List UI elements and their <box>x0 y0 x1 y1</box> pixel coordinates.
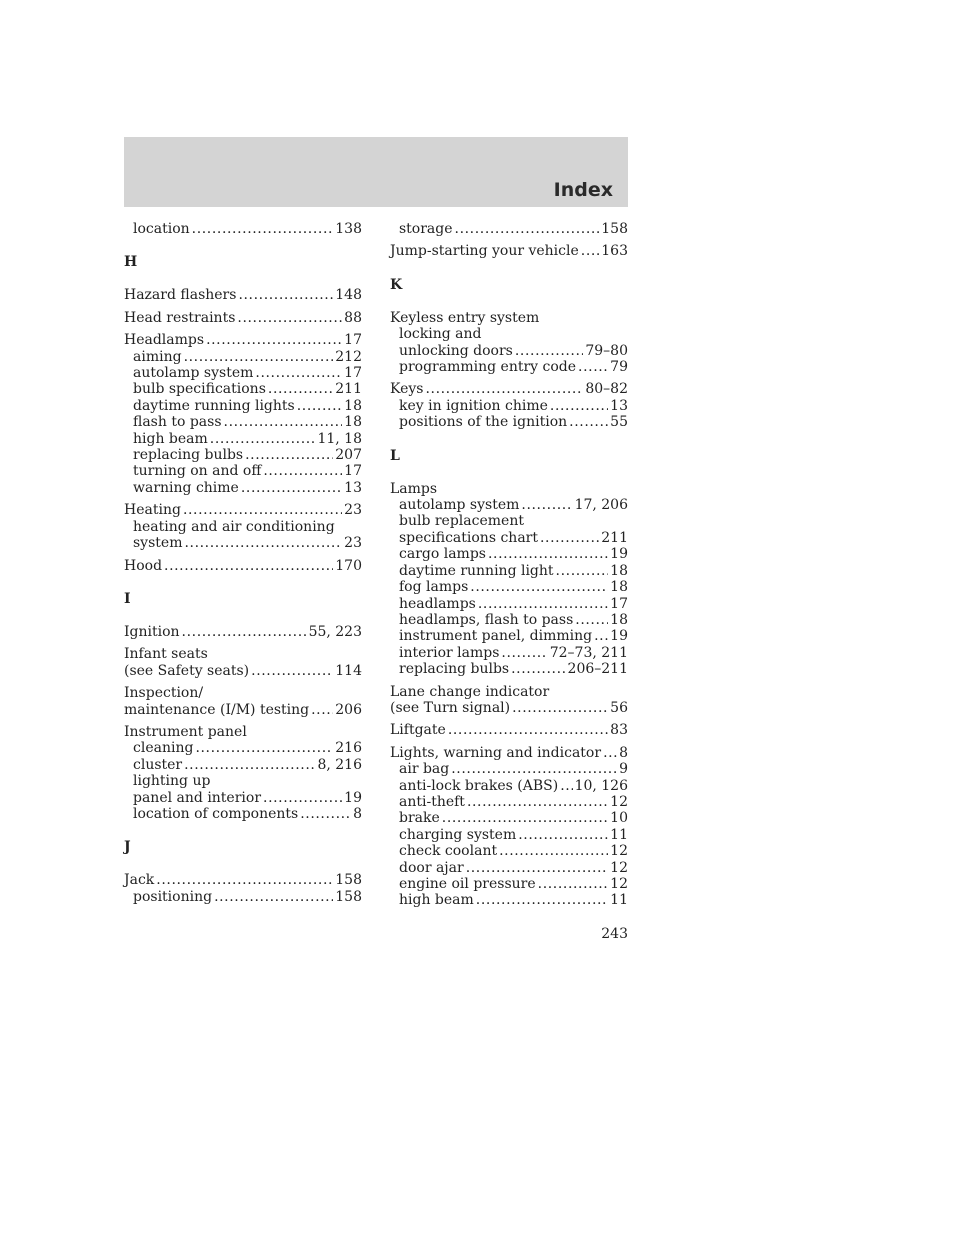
entry-term: location <box>133 221 190 237</box>
entry-term: bulb specifications <box>133 381 266 398</box>
index-subentry <box>390 563 628 579</box>
dot-leader <box>511 661 565 677</box>
entry-term: Jump-starting your vehicle <box>390 243 579 260</box>
index-subentry <box>124 463 362 479</box>
index-subentry <box>390 414 628 430</box>
page-reference: 13 <box>344 479 362 496</box>
dot-leader <box>499 843 608 859</box>
index-subentry <box>124 414 362 430</box>
entry-term: turning on and off <box>133 463 262 480</box>
page-reference: 11 <box>610 826 628 843</box>
index-subentry <box>390 827 628 843</box>
dot-leader <box>214 889 333 905</box>
page-reference: 10 <box>610 810 628 827</box>
page-reference: 80–82 <box>585 381 628 398</box>
page-reference: 206 <box>335 701 362 718</box>
index-entry <box>124 287 362 303</box>
index-subentry <box>124 349 362 365</box>
entry-term: cluster <box>133 756 183 773</box>
page-reference: 19 <box>344 789 362 806</box>
entry-term: cargo lamps <box>399 546 486 563</box>
index-subentry <box>124 398 362 414</box>
dot-leader <box>569 414 608 430</box>
entry-term: bulb replacement <box>399 513 524 530</box>
entry-term: aiming <box>133 348 182 365</box>
dot-leader <box>578 359 608 375</box>
dot-leader <box>581 243 599 259</box>
page-reference: 158 <box>335 872 362 889</box>
entry-term: (see Safety seats) <box>124 662 250 679</box>
page-reference: 18 <box>610 562 628 579</box>
index-column-right <box>390 221 628 909</box>
index-entry <box>124 310 362 326</box>
section-letter: H <box>124 254 138 271</box>
index-subentry <box>390 843 628 859</box>
dot-leader <box>538 876 609 892</box>
dot-leader <box>442 810 608 826</box>
dot-leader <box>192 221 334 237</box>
index-entry <box>124 685 362 701</box>
index-subentry <box>390 221 628 237</box>
dot-leader <box>550 398 608 414</box>
index-subentry <box>390 761 628 777</box>
entry-term: key in ignition chime <box>399 397 548 414</box>
index-subentry <box>390 497 628 513</box>
dot-leader <box>241 480 342 496</box>
page-reference: 163 <box>601 243 628 260</box>
page-reference: 12 <box>610 843 628 860</box>
index-entry <box>124 624 362 640</box>
index-entry <box>390 684 628 700</box>
index-subentry <box>390 645 628 661</box>
index-subentry <box>390 876 628 892</box>
index-subentry <box>390 343 628 359</box>
entry-term: panel and interior <box>133 789 262 806</box>
page-reference: 19 <box>610 546 628 563</box>
dot-leader <box>184 757 315 773</box>
index-entry <box>124 663 362 679</box>
entry-term: unlocking doors <box>399 342 513 359</box>
page-reference: 138 <box>335 221 362 237</box>
page-reference: 56 <box>610 699 628 716</box>
dot-leader <box>184 535 342 551</box>
header-band <box>124 137 628 207</box>
index-subentry <box>390 546 628 562</box>
dot-leader <box>556 563 609 579</box>
index-subentry <box>390 612 628 628</box>
index-entry <box>390 700 628 716</box>
index-entry <box>390 381 628 397</box>
index-subentry <box>390 513 628 529</box>
page-reference: 18 <box>344 397 362 414</box>
index-subentry <box>390 359 628 375</box>
entry-term: storage <box>399 221 453 237</box>
index-subentry <box>124 740 362 756</box>
page-reference: 72–73, 211 <box>549 644 628 661</box>
entry-term: lighting up <box>133 773 211 790</box>
page-reference: 12 <box>610 793 628 810</box>
entry-term: brake <box>399 810 440 827</box>
page-reference: 11 <box>610 892 628 909</box>
section-letter: L <box>390 447 400 464</box>
index-subentry <box>390 530 628 546</box>
entry-term: Keyless entry system <box>390 309 540 326</box>
dot-leader <box>300 806 351 822</box>
index-entry <box>390 481 628 497</box>
index-subentry <box>124 447 362 463</box>
dot-leader <box>448 722 608 738</box>
index-subentry <box>390 778 628 794</box>
entry-term: positioning <box>133 888 213 905</box>
page-reference: 8, 216 <box>317 756 362 773</box>
section-letter: I <box>124 590 131 607</box>
dot-leader <box>268 381 333 397</box>
dot-leader <box>311 702 333 718</box>
entry-term: check coolant <box>399 843 498 860</box>
dot-leader <box>488 546 608 562</box>
dot-leader <box>210 431 316 447</box>
entry-term: cleaning <box>133 740 194 757</box>
page-reference: 8 <box>619 744 628 761</box>
page-reference: 9 <box>619 761 628 778</box>
page-reference: 12 <box>610 876 628 892</box>
index-subentry <box>390 892 628 908</box>
entry-term: locking and <box>399 326 482 343</box>
entry-term: autolamp system <box>133 365 254 382</box>
index-subentry <box>390 579 628 595</box>
entry-term: programming entry code <box>399 359 577 376</box>
index-entry <box>124 724 362 740</box>
page-reference: 18 <box>344 414 362 431</box>
entry-term: headlamps <box>399 595 476 612</box>
index-subentry <box>124 381 362 397</box>
entry-term: Keys <box>390 381 424 398</box>
entry-term: specifications chart <box>399 529 538 546</box>
section-letter: J <box>124 839 131 856</box>
index-entry <box>390 310 628 326</box>
page-reference: 148 <box>335 287 362 304</box>
page-reference: 170 <box>335 557 362 574</box>
dot-leader <box>255 365 342 381</box>
page-reference: 55 <box>610 414 628 431</box>
entry-term: system <box>133 535 183 552</box>
entry-term: Infant seats <box>124 646 208 663</box>
index-entry <box>124 646 362 662</box>
page-reference: 17, 206 <box>574 497 628 514</box>
entry-term: Jack <box>124 872 155 889</box>
page-reference: 19 <box>610 628 628 645</box>
dot-leader <box>575 612 608 628</box>
dot-leader <box>467 794 608 810</box>
index-subentry <box>390 794 628 810</box>
entry-term: high beam <box>399 892 474 909</box>
page-reference: 18 <box>610 579 628 596</box>
dot-leader <box>476 892 608 908</box>
entry-term: (see Turn signal) <box>390 699 511 716</box>
entry-term: high beam <box>133 430 208 447</box>
entry-term: positions of the ignition <box>399 414 568 431</box>
page-reference: 206–211 <box>567 661 628 678</box>
entry-term: Ignition <box>124 623 180 640</box>
page-reference: 158 <box>335 888 362 905</box>
index-entry <box>124 332 362 348</box>
dot-leader <box>603 745 617 761</box>
dot-leader <box>455 221 600 237</box>
index-entry <box>124 872 362 888</box>
page-reference: 79–80 <box>585 342 628 359</box>
dot-leader <box>521 497 572 513</box>
page-reference: 79 <box>610 359 628 376</box>
page-reference: 17 <box>344 463 362 480</box>
dot-leader <box>182 624 307 640</box>
page-reference: 23 <box>344 535 362 552</box>
entry-term: engine oil pressure <box>399 876 536 892</box>
page-reference: 17 <box>610 595 628 612</box>
index-entry <box>390 722 628 738</box>
dot-leader <box>263 463 342 479</box>
dot-leader <box>515 343 583 359</box>
dot-leader <box>478 596 608 612</box>
dot-leader <box>451 761 617 777</box>
dot-leader <box>183 502 342 518</box>
entry-term: headlamps, flash to pass <box>399 611 574 628</box>
entry-term: Hood <box>124 557 163 574</box>
entry-term: Lamps <box>390 480 438 497</box>
page-reference: 212 <box>335 348 362 365</box>
dot-leader <box>195 740 333 756</box>
entry-term: replacing bulbs <box>399 661 510 678</box>
dot-leader <box>297 398 342 414</box>
entry-term: Heating <box>124 502 181 519</box>
entry-term: Liftgate <box>390 722 446 739</box>
index-subentry <box>390 661 628 677</box>
page-reference: 216 <box>335 740 362 757</box>
index-subentry <box>390 596 628 612</box>
page-reference: 8 <box>353 805 362 822</box>
page-reference: 12 <box>610 859 628 876</box>
dot-leader <box>237 310 342 326</box>
index-entry <box>124 702 362 718</box>
page-reference: 114 <box>335 662 362 679</box>
page-reference: 17 <box>344 365 362 382</box>
dot-leader <box>238 287 333 303</box>
entry-term: daytime running light <box>399 562 554 579</box>
entry-term: Head restraints <box>124 309 236 326</box>
index-subentry <box>124 889 362 905</box>
index-subentry <box>124 221 362 237</box>
page-reference: 211 <box>335 381 362 398</box>
dot-leader <box>206 332 342 348</box>
entry-term: fog lamps <box>399 579 469 596</box>
dot-leader <box>224 414 343 430</box>
page-reference: 55, 223 <box>308 623 362 640</box>
dot-leader <box>466 860 608 876</box>
entry-term: Hazard flashers <box>124 287 237 304</box>
index-subentry <box>390 326 628 342</box>
index-subentry <box>124 431 362 447</box>
dot-leader <box>512 700 608 716</box>
entry-term: Inspection/ <box>124 685 204 702</box>
page-reference: 17 <box>344 332 362 349</box>
entry-term: Lane change indicator <box>390 683 550 700</box>
index-subentry <box>124 806 362 822</box>
entry-term: location of components <box>133 805 299 822</box>
index-subentry <box>390 628 628 644</box>
entry-term: instrument panel, dimming <box>399 628 593 645</box>
dot-leader <box>263 790 342 806</box>
index-subentry <box>124 519 362 535</box>
dot-leader <box>251 663 333 679</box>
dot-leader <box>470 579 608 595</box>
page-reference: 207 <box>335 447 362 464</box>
entry-term: Headlamps <box>124 332 205 349</box>
entry-term: air bag <box>399 761 450 778</box>
page-reference: 88 <box>344 309 362 326</box>
entry-term: maintenance (I/M) testing <box>124 701 310 718</box>
entry-term: Lights, warning and indicator <box>390 744 602 761</box>
entry-term: Instrument panel <box>124 723 247 740</box>
index-entry <box>124 558 362 574</box>
index-subentry <box>390 860 628 876</box>
dot-leader <box>594 628 608 644</box>
section-letter: K <box>390 276 403 293</box>
index-subentry <box>124 773 362 789</box>
index-subentry <box>390 398 628 414</box>
index-entry <box>124 502 362 518</box>
page-reference: 11, 18 <box>317 430 362 447</box>
entry-term: heating and air conditioning <box>133 518 335 535</box>
entry-term: charging system <box>399 826 517 843</box>
page-reference: 158 <box>601 221 628 237</box>
entry-term: replacing bulbs <box>133 447 244 464</box>
page-reference: 13 <box>610 397 628 414</box>
index-subentry <box>124 480 362 496</box>
index-subentry <box>124 757 362 773</box>
dot-leader <box>156 872 333 888</box>
index-subentry <box>124 790 362 806</box>
page-reference: 23 <box>344 502 362 519</box>
entry-term: interior lamps <box>399 644 500 661</box>
index-entry <box>390 243 628 259</box>
dot-leader <box>518 827 608 843</box>
entry-term: flash to pass <box>133 414 222 431</box>
page-number: 243 <box>601 926 628 942</box>
index-column-left <box>124 221 362 905</box>
index-subentry <box>390 810 628 826</box>
index-subentry <box>124 365 362 381</box>
dot-leader <box>560 778 572 794</box>
entry-term: warning chime <box>133 479 239 496</box>
dot-leader <box>245 447 333 463</box>
dot-leader <box>501 645 547 661</box>
index-subentry <box>124 535 362 551</box>
page-reference: 83 <box>610 722 628 739</box>
dot-leader <box>540 530 599 546</box>
index-entry <box>390 745 628 761</box>
page-title: Index <box>553 179 613 201</box>
page-reference: 211 <box>601 529 628 546</box>
page-reference: 10, 126 <box>574 777 628 794</box>
entry-term: anti-theft <box>399 793 465 810</box>
dot-leader <box>184 349 334 365</box>
dot-leader <box>164 558 333 574</box>
entry-term: autolamp system <box>399 497 520 514</box>
entry-term: daytime running lights <box>133 397 295 414</box>
dot-leader <box>425 381 583 397</box>
page-reference: 18 <box>610 611 628 628</box>
entry-term: door ajar <box>399 859 464 876</box>
entry-term: anti-lock brakes (ABS) <box>399 777 559 794</box>
